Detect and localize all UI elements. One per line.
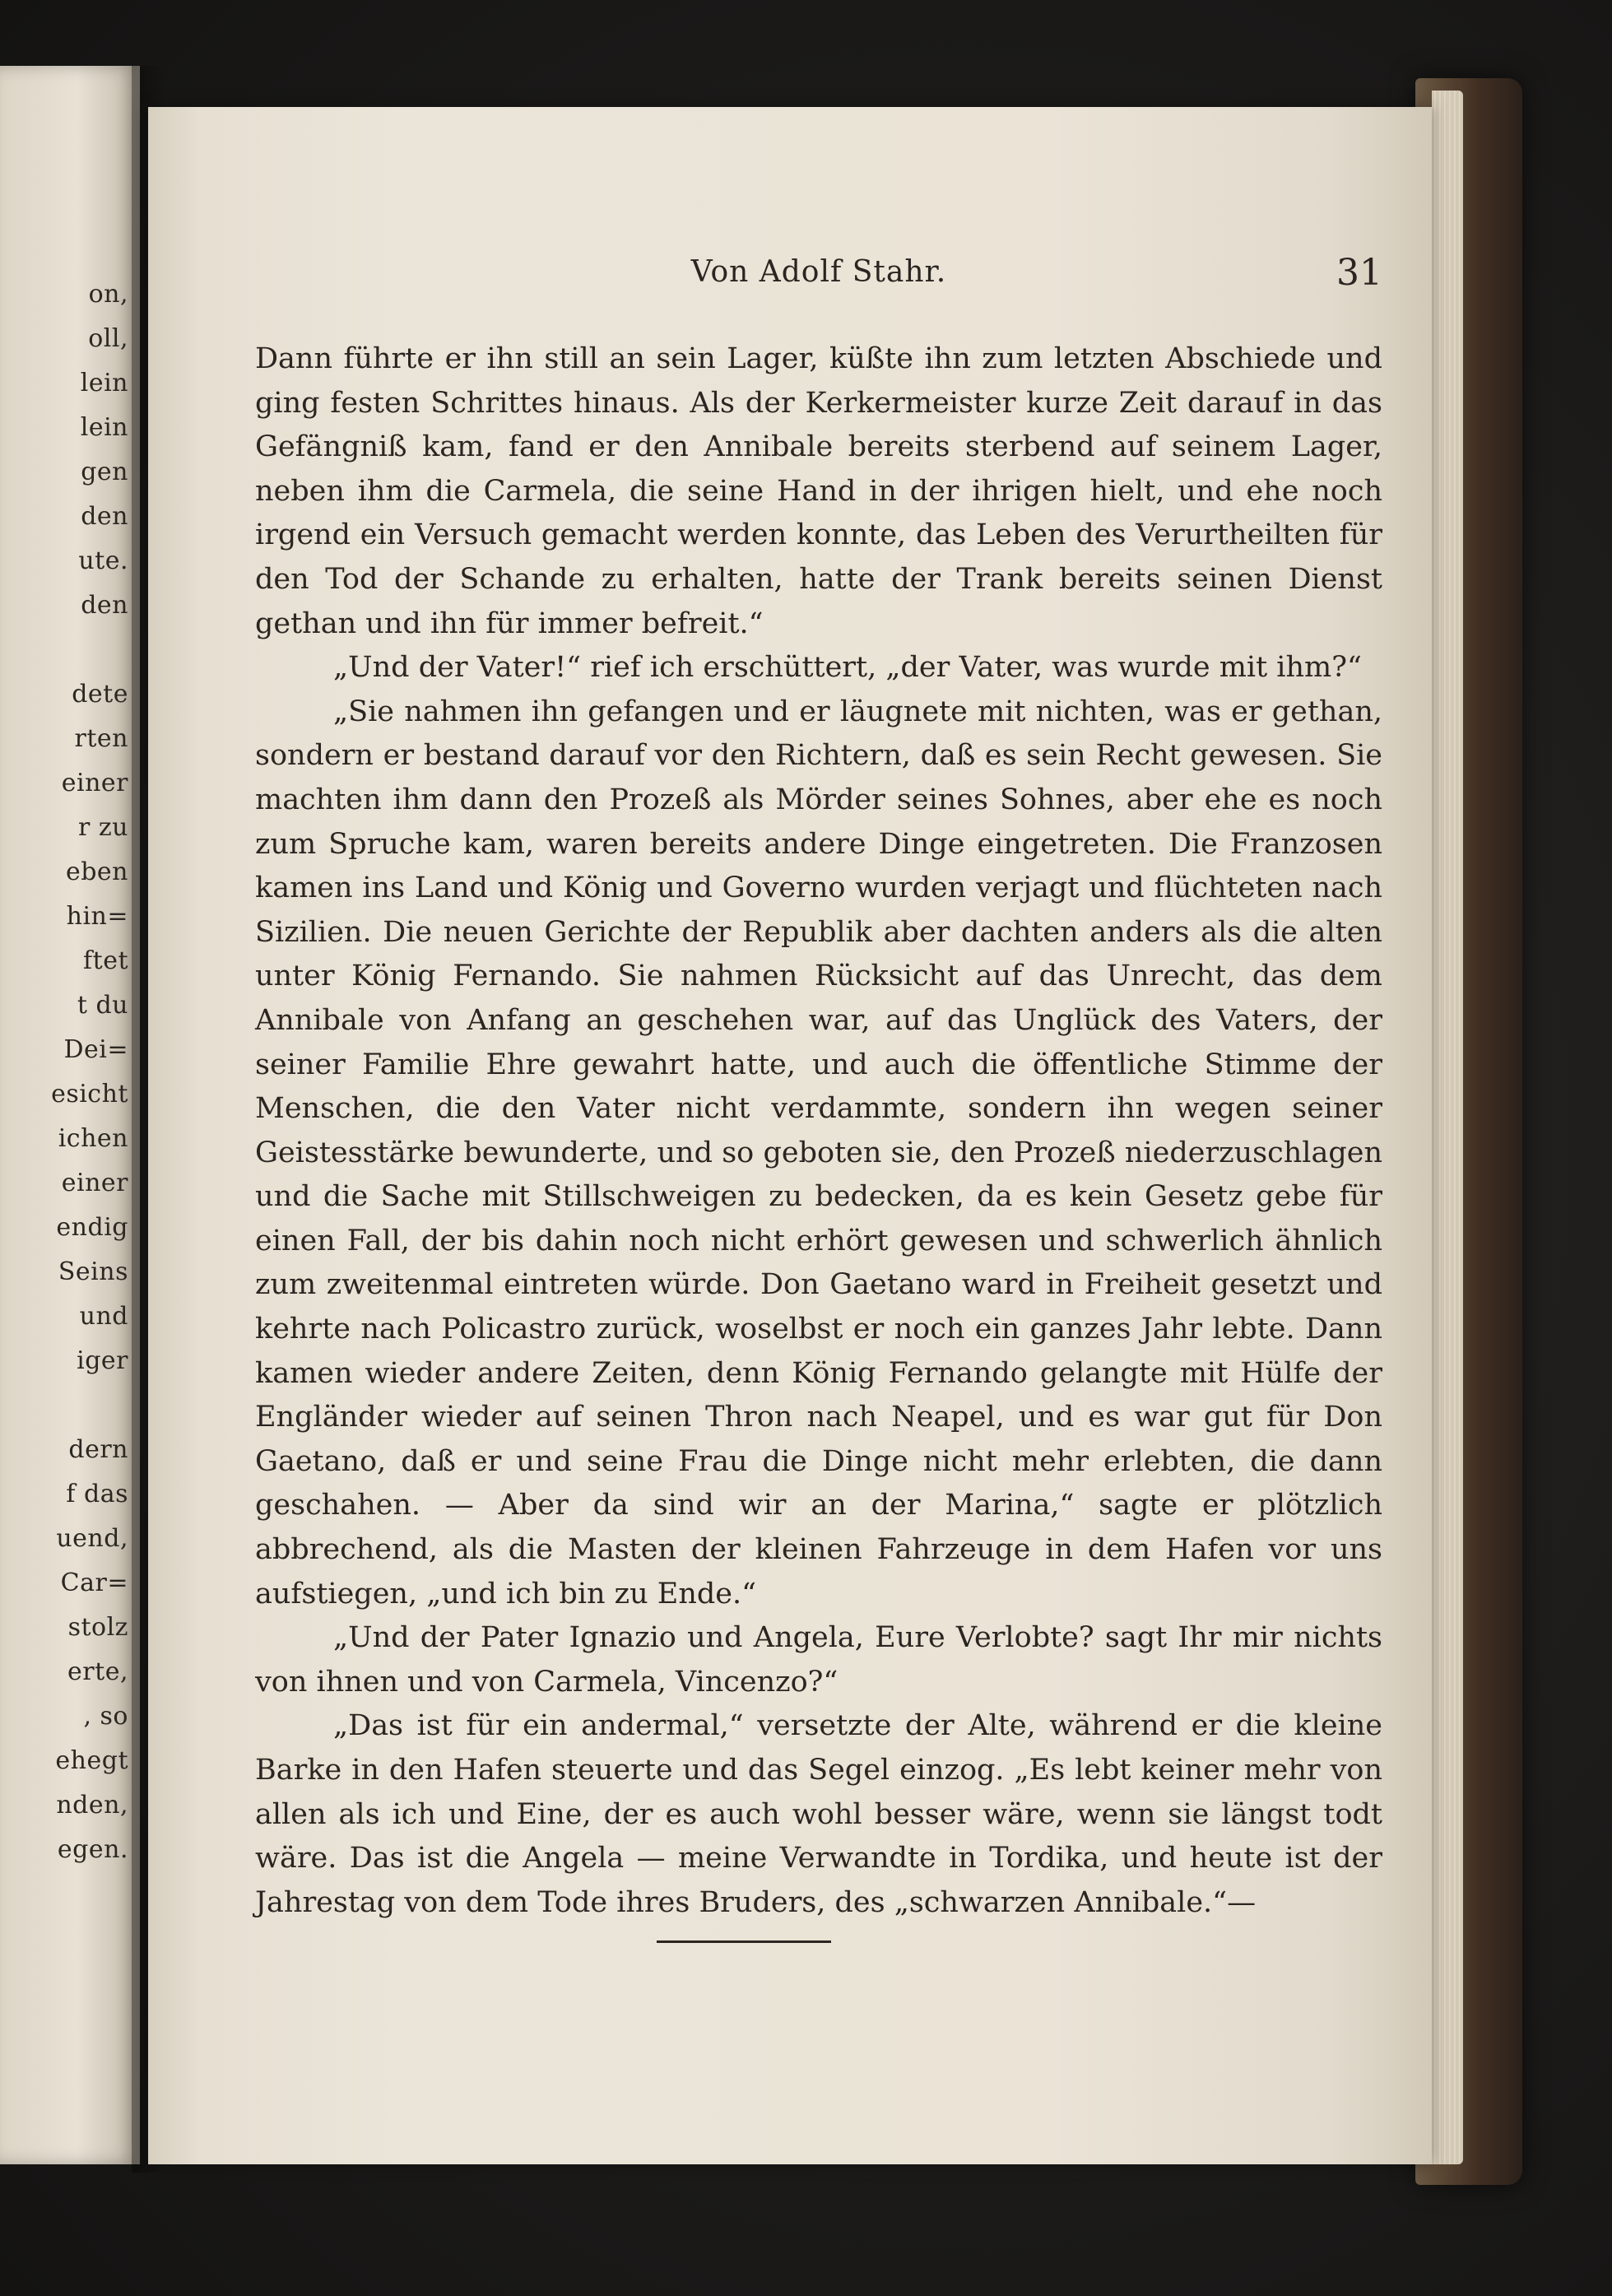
facing-page-line-end: den <box>81 591 128 620</box>
paragraph: „Das ist für ein andermal,“ versetzte der Alte, während er die kleine Barke in den Hafen steuerte und das Segel einzog. „Es lebt keiner mehr von allen als ich und Eine, der es auch wohl besser wäre, wenn sie längst todt wäre. Das ist die Angela — meine Verwandte in Tordika, und heute ist der Jahrestag von dem Tode ihres Bruders, des „schwarzen Annibale.“— <box>255 1709 1382 1919</box>
paragraph: „Sie nahmen ihn gefangen und er läugnete mit nichten, was er gethan, sondern er bestand darauf vor den Richtern, daß es sein Recht gewesen. Sie machten ihm dann den Prozeß als Mörder seines Sohnes, aber ehe es noch zum Spruche kam, waren bereits andere Dinge eingetreten. Die Franzosen kamen ins Land und König und Governo wurden verjagt und flüchteten nach Sizilien. Die neuen Gerichte der Republik aber dachten anders als die alten unter König Fernando. Sie nahmen Rücksicht auf das Unrecht, das dem Annibale von Anfang an geschehen war, auf das Unglück des Vaters, der seiner Familie Ehre gewahrt hatte, und auch die öffentliche Stimme der Menschen, die den Vater nicht verdammte, sondern ihn wegen seiner Geistesstärke bewunderte, und so geboten sie, den Prozeß niederzuschlagen und die Sache mit Stillschweigen zu bedecken, da es kein Gesetz gebe für einen Fall, der bis dahin noch nicht erhört gewesen und schwerlich ähnlich zum zweitenmal eintreten würde. Don Gaetano ward in Freiheit gesetzt und kehrte nach Policastro zurück, woselbst er noch ein ganzes Jahr lebte. Dann kamen wieder andere Zeiten, denn König Fernando gelangte mit Hülfe der Engländer wieder auf seinen Thron nach Neapel, und es war gut für Don Gaetano, daß er und seine Frau die Dinge nicht mehr erlebten, die dann geschahen. — Aber da sind wir an der Marina,“ sagte er plötzlich abbrechend, als die Masten der kleinen Fahrzeuge in dem Hafen vor uns aufstiegen, „und ich bin zu Ende.“ <box>255 695 1382 1610</box>
facing-page-line-end: eben <box>65 858 128 886</box>
right-page <box>148 107 1432 2164</box>
facing-page-line-end: egen. <box>57 1835 128 1864</box>
facing-page-line-end: ichen <box>58 1124 128 1153</box>
facing-page-line-end: oll, <box>88 324 128 353</box>
facing-page-line-end: einer <box>61 769 128 797</box>
facing-page-line-end: t du <box>77 991 128 1020</box>
facing-page-line-end: Dei= <box>63 1035 128 1064</box>
facing-page-line-end: den <box>81 502 128 531</box>
paragraph: „Und der Pater Ignazio und Angela, Eure Verlobte? sagt Ihr mir nichts von ihnen und von Carmela, Vincenzo?“ <box>255 1621 1382 1699</box>
page-edges <box>1432 91 1463 2164</box>
facing-page-line-end: f das <box>66 1480 128 1508</box>
facing-page-line-end: lein <box>80 413 128 442</box>
page-header <box>255 252 1382 304</box>
facing-page-line-end: r zu <box>77 813 128 842</box>
facing-page-line-end: Seins <box>58 1257 128 1286</box>
facing-page-line-end: ftet <box>83 946 128 975</box>
facing-page-line-end: und <box>79 1302 128 1331</box>
paragraph: Dann führte er ihn still an sein Lager, küßte ihn zum letzten Abschiede und ging festen Schrittes hinaus. Als der Kerkermeister kurze Zeit darauf in das Gefängniß kam, fand er den Annibale bereits sterbend auf seinem Lager, neben ihm die Carmela, die seine Hand in der ihrigen hielt, und ehe noch irgend ein Versuch gemacht werden konnte, das Leben des Verurtheilten für den Tod der Schande zu erhalten, hatte der Trank bereits seinen Dienst gethan und ihn für immer befreit.“ <box>255 342 1382 640</box>
facing-page-line-end: endig <box>56 1213 128 1242</box>
facing-page-line-end: gen <box>81 458 128 486</box>
left-facing-page <box>0 66 140 2164</box>
facing-page-line-end: hin= <box>66 902 128 931</box>
facing-page-line-end: ute. <box>78 546 128 575</box>
facing-page-line-end: stolz <box>67 1613 128 1642</box>
facing-page-line-end: Car= <box>60 1569 128 1597</box>
facing-page-line-end: dete <box>72 680 128 709</box>
facing-page-line-end: nden, <box>56 1791 128 1820</box>
page-number: 31 <box>1336 252 1382 294</box>
body-text <box>255 337 1382 1925</box>
running-title: Von Adolf Stahr. <box>690 255 947 289</box>
facing-page-line-end: esicht <box>51 1080 128 1108</box>
facing-page-line-end: ehegt <box>55 1746 128 1775</box>
end-rule <box>657 1940 831 1943</box>
facing-page-line-end: rten <box>74 724 128 753</box>
facing-page-line-end: , so <box>83 1702 128 1731</box>
facing-page-line-end: lein <box>80 369 128 397</box>
facing-page-line-end: uend, <box>56 1524 128 1553</box>
facing-page-line-end: einer <box>61 1169 128 1197</box>
facing-page-line-end: iger <box>77 1346 128 1375</box>
facing-page-line-end: dern <box>68 1435 128 1464</box>
paragraph: „Und der Vater!“ rief ich erschüttert, „der Vater, was wurde mit ihm?“ <box>333 651 1362 685</box>
facing-page-line-end: on, <box>88 280 128 309</box>
facing-page-line-end: erte, <box>67 1657 128 1686</box>
